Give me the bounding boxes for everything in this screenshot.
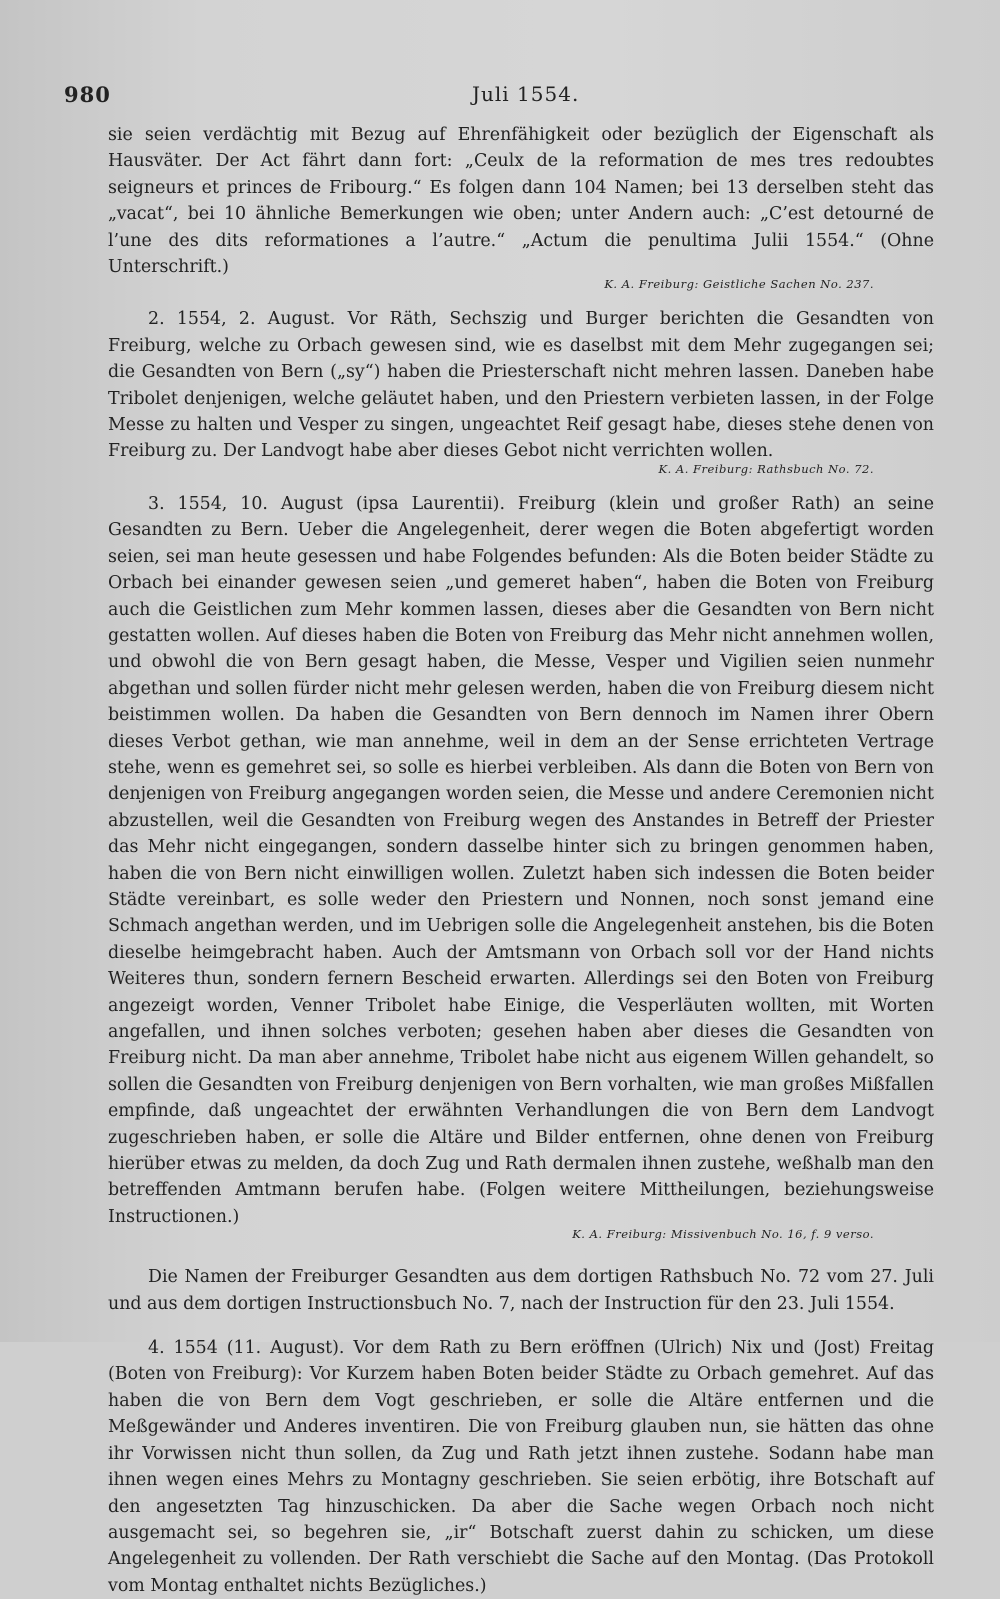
entry-4 [108, 1335, 934, 1599]
entry-1-text: sie seien verdächtig mit Bezug auf Ehrenfähigkeit oder bezüglich der Eigenschaft als Hausväter. Der Act fährt dann fort: „Ceulx de la reformation de mes tres redoubtes seigneurs et princes de Fribourg.“ Es folgen dann 104 Namen; bei 13 derselben steht das „vacat“, bei 10 ähnliche Bemerkungen wie oben; unter Andern auch: „C’est detourné de l’une des dits reformationes a l’autre.“ „Actum die penultima Julii 1554.“ (Ohne Unterschrift.) [108, 125, 934, 278]
editorial-note [108, 1264, 934, 1317]
entry-3-source: K. A. Freiburg: Missivenbuch No. 16, f. 9 verso. [572, 1227, 874, 1242]
entry-2-source: K. A. Freiburg: Rathsbuch No. 72. [658, 461, 874, 476]
entry-4-text: 4. 1554 (11. August). Vor dem Rath zu Bern eröffnen (Ulrich) Nix und (Jost) Freitag (Boten von Freiburg): Vor Kurzem haben Boten beider Städte zu Orbach gemehret. Auf das haben die von Bern dem Vogt geschrieben, er solle die Altäre entfernen und die Meßgewänder und Anderes inventiren. Die von Freiburg glauben nun, sie hätten das ohne ihr Vorwissen nicht thun sollen, da Zug und Rath jetzt ihnen zustehe. Sodann habe man ihnen wegen eines Mehrs zu Montagny geschrieben. Sie seien erbötig, ihre Botschaft auf den angesetzten Tag hinzuschicken. Da aber die Sache wegen Orbach noch nicht ausgemacht sei, so begehren sie, „ir“ Botschaft zuerst dahin zu schicken, um diese Angelegenheit zu vollenden. Der Rath verschiebt die Sache auf den Montag. (Das Protokoll vom Montag enthaltet nichts Bezügliches.) [108, 1338, 934, 1596]
editorial-note-text: Die Namen der Freiburger Gesandten aus dem dortigen Rathsbuch No. 72 vom 27. Juli und aus dem dortigen Instructionsbuch No. 7, nach der Instruction für den 23. Juli 1554. [108, 1267, 934, 1314]
entry-1 [108, 122, 934, 292]
entry-3-text: 3. 1554, 10. August (ipsa Laurentii). Freiburg (klein und großer Rath) an seine Gesandten zu Bern. Ueber die Angelegenheit, derer wegen die Boten abgefertigt worden seien, sei man heute gesessen und habe Folgendes befunden: Als die Boten beider Städte zu Orbach bei einander gewesen seien „und gemeret haben“, haben die Boten von Freiburg auch die Geistlichen zum Mehr kommen lassen, dieses aber die Gesandten von Bern nicht gestatten wollen. Auf dieses haben die Boten von Freiburg das Mehr nicht annehmen wollen, und obwohl die von Bern gesagt haben, die Messe, Vesper und Vigilien seien nunmehr abgethan und sollen fürder nicht mehr gelesen werden, haben die von Freiburg diesem nicht beistimmen wollen. Da haben die Gesandten von Bern dennoch im Namen ihrer Obern dieses Verbot gethan, wie man annehme, weil in dem an der Sense errichteten Vertrage stehe, wenn es gemehret sei, so solle es hierbei verbleiben. Als dann die Boten von Bern von denjenigen von Freiburg angegangen worden seien, die Messe und andere Ceremonien nicht abzustellen, weil die Gesandten von Freiburg wegen des Anstandes in Betreff der Priester das Mehr nicht eingegangen, sondern dasselbe hinter sich zu bringen genommen haben, haben die von Bern nicht einwilligen wollen. Zuletzt haben sich indessen die Boten beider Städte vereinbart, es solle weder den Priestern und Nonnen, noch sonst jemand eine Schmach angethan werden, und im Uebrigen solle die Angelegenheit anstehen, bis die Boten dieselbe heimgebracht haben. Auch der Amtsmann von Orbach soll vor der Hand nichts Weiteres thun, sondern fernern Bescheid erwarten. Allerdings sei den Boten von Freiburg angezeigt worden, Venner Tribolet habe Einige, die Vesperläuten wollten, mit Worten angefallen, und ihnen solches verboten; gesehen haben aber dieses die Gesandten von Freiburg nicht. Da man aber annehme, Tribolet habe nicht aus eigenem Willen gehandelt, so sollen die Gesandten von Freiburg denjenigen von Bern vorhalten, wie man großes Mißfallen empfinde, daß ungeachtet der erwähnten Verhandlungen die von Bern dem Landvogt zugeschrieben haben, er solle die Altäre und Bilder entfernen, ohne denen von Freiburg hierüber etwas zu melden, da doch Zug und Rath dermalen ihnen zustehe, weßhalb man den betreffenden Amtmann berufen habe. (Folgen weitere Mittheilungen, beziehungsweise Instructionen.) [108, 493, 934, 1227]
page-header [64, 72, 934, 116]
entry-1-source: K. A. Freiburg: Geistliche Sachen No. 237. [604, 277, 874, 292]
entry-2 [108, 306, 934, 476]
entry-2-text: 2. 1554, 2. August. Vor Räth, Sechszig und Burger berichten die Gesandten von Freiburg, welche zu Orbach gewesen sind, wie es daselbst mit dem Mehr zugegangen sei; die Gesandten von Bern („sy“) haben die Priesterschaft nicht mehren lassen. Daneben habe Tribolet denjenigen, welche geläutet haben, und den Priestern verbieten lassen, in der Folge Messe zu halten und Vesper zu singen, ungeachtet Reif gesagt habe, dieses stehe denen von Freiburg zu. Der Landvogt habe aber dieses Gebot nicht verrichten wollen. [108, 309, 934, 462]
page-number: 980 [64, 82, 111, 107]
entry-3 [108, 491, 934, 1242]
running-title: Juli 1554. [472, 82, 580, 106]
